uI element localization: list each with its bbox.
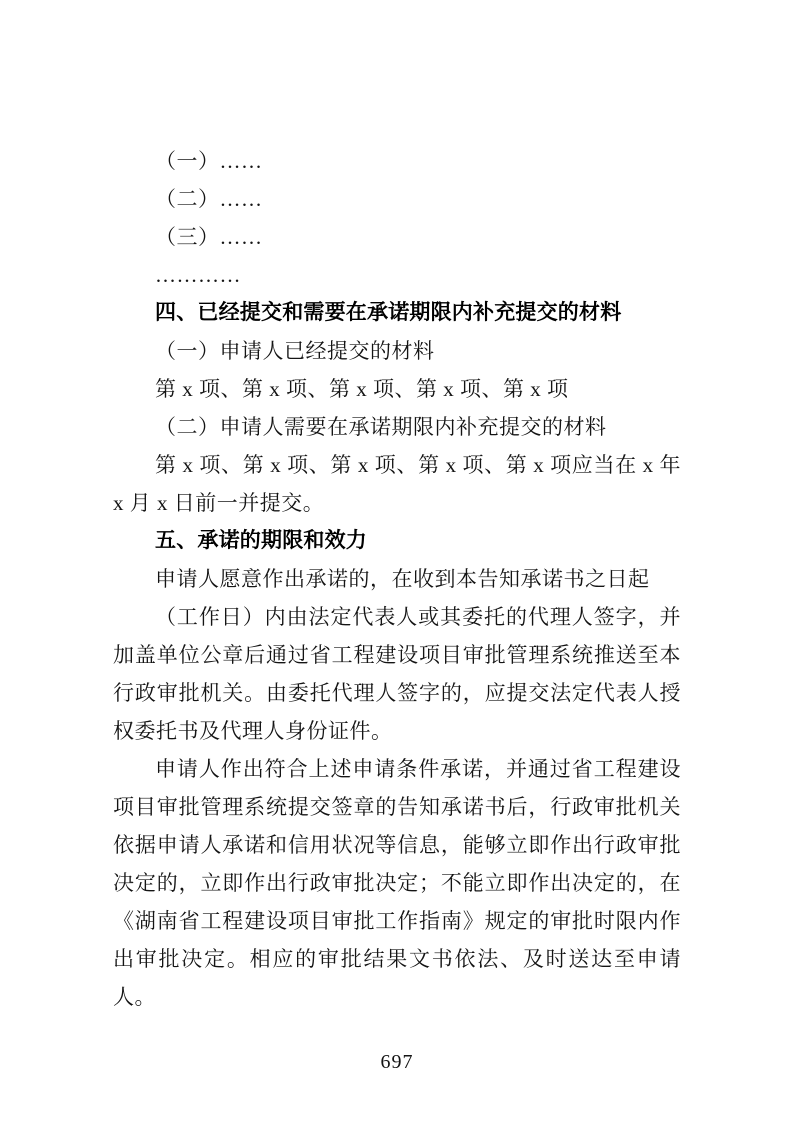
ellipsis-line: ………… (155, 263, 241, 287)
submitted-items-list: 第 x 项、第 x 项、第 x 项、第 x 项、第 x 项 (155, 377, 569, 401)
document-body (113, 142, 681, 1016)
commitment-signing-procedure: （工作日）内由法定代表人或其委托的代理人签字，并加盖单位公章后通过省工程建设项目审批管理系统推送至本行政审批机关。由委托代理人签字的，应提交法定代表人授权委托书及代理人身份证件。 (113, 605, 681, 743)
commitment-intro-line: 申请人愿意作出承诺的，在收到本告知承诺书之日起 (155, 567, 650, 591)
list-item-two: （二）…… (155, 187, 263, 211)
approval-decision-paragraph: 申请人作出符合上述申请条件承诺，并通过省工程建设项目审批管理系统提交签章的告知承诺书后，行政审批机关依据申请人承诺和信用状况等信息，能够立即作出行政审批决定的，立即作出行政审批决定；不能立即作出决定的，在《湖南省工程建设项目审批工作指南》规定的审批时限内作出审批决定。相应的审批结果文书依法、及时送达至申请人。 (113, 757, 681, 1009)
page-footer (0, 1051, 794, 1074)
section-heading-five: 五、承诺的期限和效力 (155, 529, 367, 552)
list-item-three: （三）…… (155, 225, 263, 249)
page-number: 697 (380, 1051, 414, 1073)
section-heading-four: 四、已经提交和需要在承诺期限内补充提交的材料 (155, 301, 622, 324)
list-item-one: （一）…… (155, 149, 263, 173)
subsection-two-supplement-materials: （二）申请人需要在承诺期限内补充提交的材料 (155, 415, 607, 439)
supplement-items-deadline: 第 x 项、第 x 项、第 x 项、第 x 项、第 x 项应当在 x 年 x 月 x 日前一并提交。 (113, 453, 681, 515)
subsection-one-submitted-materials: （一）申请人已经提交的材料 (155, 339, 435, 363)
